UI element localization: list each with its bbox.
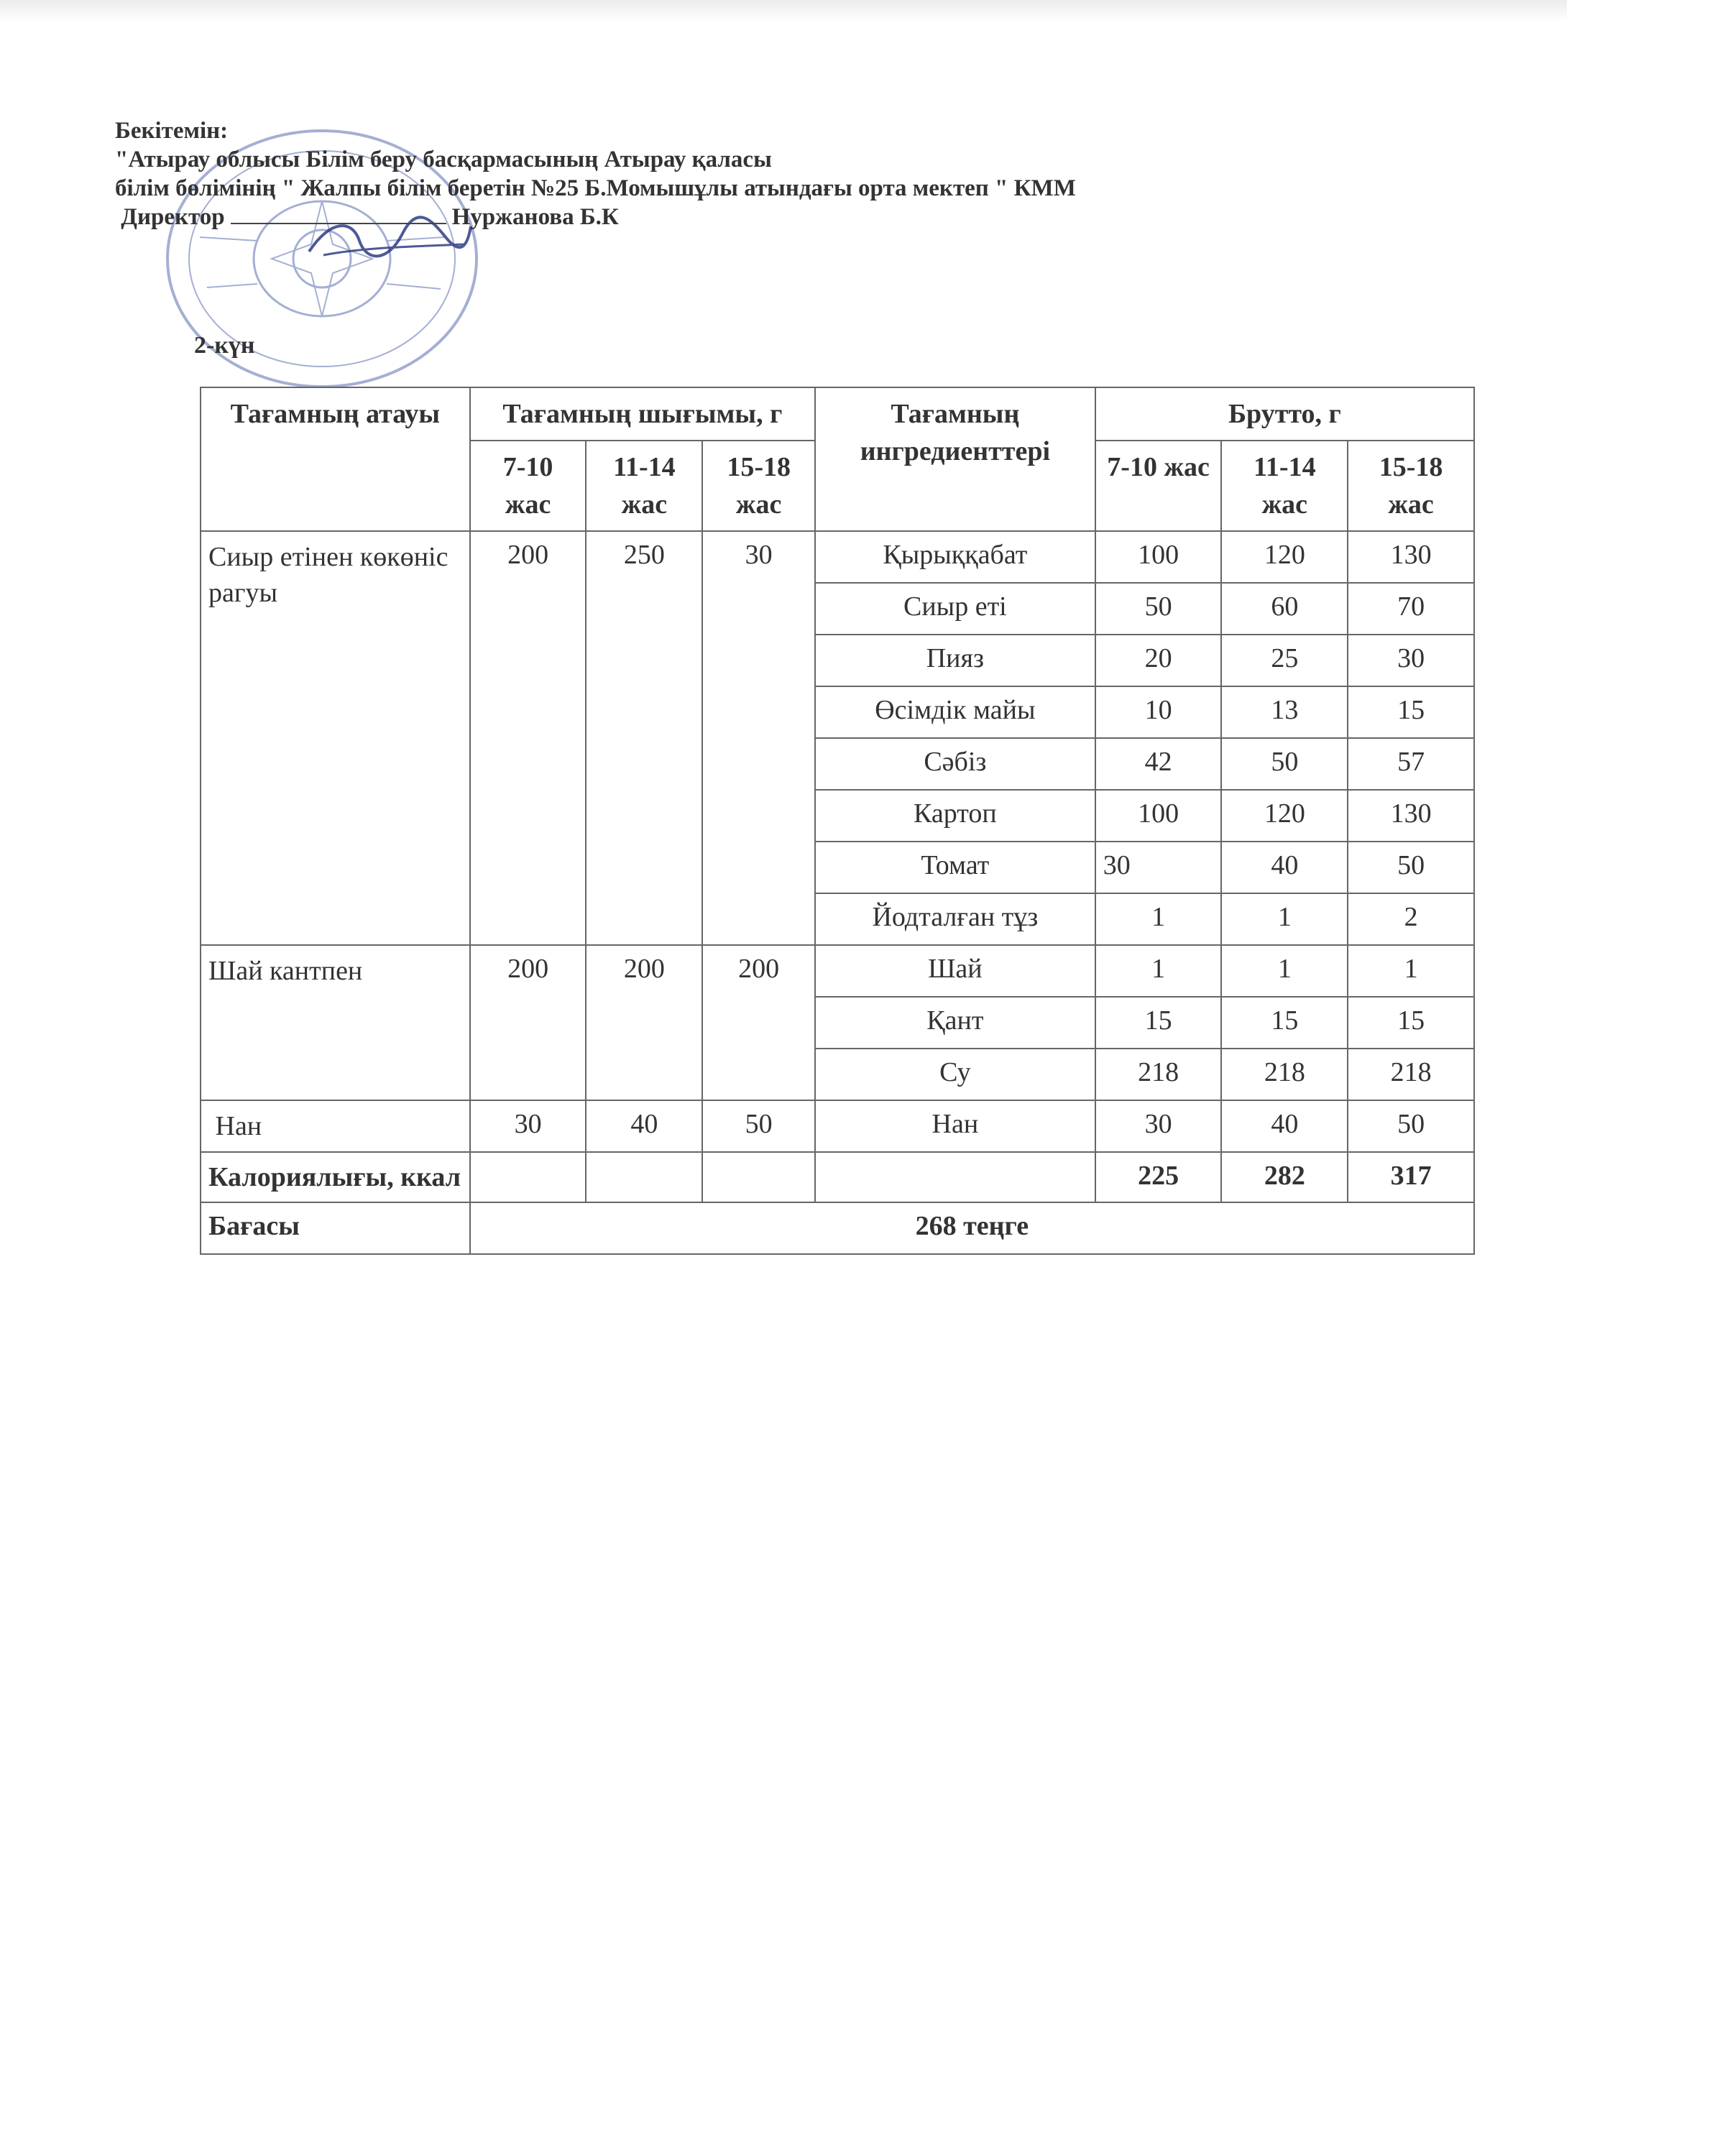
brutto-value: 50 xyxy=(1095,583,1222,635)
ingredient-name: Картоп xyxy=(815,790,1095,842)
approval-heading: Бекітемін: xyxy=(115,118,229,144)
brutto-value: 1 xyxy=(1221,893,1348,945)
brutto-value: 1 xyxy=(1348,945,1474,997)
day-label: 2-күн xyxy=(194,332,255,359)
brutto-value: 30 xyxy=(1095,1100,1222,1152)
ingredient-name: Қырыққабат xyxy=(815,531,1095,583)
ingredient-name: Йодталған тұз xyxy=(815,893,1095,945)
table-row xyxy=(201,1100,1474,1152)
brutto-value: 50 xyxy=(1348,1100,1474,1152)
brutto-value: 130 xyxy=(1348,790,1474,842)
calories-label: Калориялығы, ккал xyxy=(201,1152,470,1202)
empty-cell xyxy=(702,1152,815,1202)
brutto-value: 50 xyxy=(1221,738,1348,790)
brutto-value: 1 xyxy=(1095,945,1222,997)
dish-name-text: Нан xyxy=(215,1111,262,1141)
yield-value: 50 xyxy=(702,1100,815,1152)
approval-org-line-2: білім бөлімінің " Жалпы білім беретін №25 Б.Момышұлы атындағы орта мектеп " КММ xyxy=(115,175,1076,201)
scan-edge xyxy=(0,0,1567,22)
header-yield-age: 15-18 жас xyxy=(702,441,815,531)
brutto-value: 2 xyxy=(1348,893,1474,945)
brutto-value: 1 xyxy=(1095,893,1222,945)
price-row xyxy=(201,1202,1474,1254)
director-line xyxy=(115,203,1076,231)
brutto-value: 218 xyxy=(1221,1049,1348,1100)
brutto-value: 10 xyxy=(1095,686,1222,738)
price-label: Бағасы xyxy=(201,1202,470,1254)
ingredient-name: Пияз xyxy=(815,635,1095,686)
brutto-value: 40 xyxy=(1221,1100,1348,1152)
header-brutto-age: 11-14 жас xyxy=(1221,441,1348,531)
calories-value: 225 xyxy=(1095,1152,1222,1202)
yield-value: 200 xyxy=(470,531,586,945)
brutto-value: 40 xyxy=(1221,842,1348,893)
director-name: Нуржанова Б.К xyxy=(451,204,619,230)
brutto-value: 120 xyxy=(1221,531,1348,583)
yield-value: 40 xyxy=(586,1100,702,1152)
header-brutto: Брутто, г xyxy=(1095,387,1474,441)
brutto-value: 100 xyxy=(1095,531,1222,583)
header-brutto-age: 7-10 жас xyxy=(1095,441,1222,531)
brutto-value: 100 xyxy=(1095,790,1222,842)
dish-name xyxy=(201,1100,470,1152)
ingredient-name: Сәбіз xyxy=(815,738,1095,790)
empty-cell xyxy=(815,1152,1095,1202)
yield-value: 200 xyxy=(586,945,702,1100)
ingredient-name: Өсімдік майы xyxy=(815,686,1095,738)
price-value: 268 теңге xyxy=(470,1202,1474,1254)
brutto-value: 57 xyxy=(1348,738,1474,790)
yield-value: 200 xyxy=(702,945,815,1100)
calories-row xyxy=(201,1152,1474,1202)
brutto-value: 1 xyxy=(1221,945,1348,997)
brutto-value: 70 xyxy=(1348,583,1474,635)
brutto-value: 218 xyxy=(1348,1049,1474,1100)
brutto-value: 15 xyxy=(1348,686,1474,738)
ingredient-name: Су xyxy=(815,1049,1095,1100)
calories-value: 317 xyxy=(1348,1152,1474,1202)
brutto-value: 20 xyxy=(1095,635,1222,686)
header-yield: Тағамның шығымы, г xyxy=(470,387,815,441)
yield-value: 30 xyxy=(702,531,815,945)
dish-name: Сиыр етінен көкөніс рагуы xyxy=(201,531,470,945)
brutto-value: 120 xyxy=(1221,790,1348,842)
header-yield-age: 7-10 жас xyxy=(470,441,586,531)
brutto-value: 42 xyxy=(1095,738,1222,790)
dish-name: Шай кантпен xyxy=(201,945,470,1100)
table-row xyxy=(201,945,1474,997)
approval-block xyxy=(115,116,1076,231)
calories-value: 282 xyxy=(1221,1152,1348,1202)
brutto-value: 218 xyxy=(1095,1049,1222,1100)
brutto-value: 15 xyxy=(1095,997,1222,1049)
yield-value: 30 xyxy=(470,1100,586,1152)
ingredient-name: Қант xyxy=(815,997,1095,1049)
ingredient-name: Сиыр еті xyxy=(815,583,1095,635)
empty-cell xyxy=(586,1152,702,1202)
brutto-value: 13 xyxy=(1221,686,1348,738)
brutto-value: 30 xyxy=(1095,842,1222,893)
approval-org-line-1: "Атырау облысы Білім беру басқармасының Атырау қаласы xyxy=(115,147,772,172)
table-row xyxy=(201,531,1474,583)
menu-table xyxy=(200,387,1475,1255)
ingredient-name: Томат xyxy=(815,842,1095,893)
ingredient-name: Шай xyxy=(815,945,1095,997)
brutto-value: 25 xyxy=(1221,635,1348,686)
header-brutto-age: 15-18 жас xyxy=(1348,441,1474,531)
yield-value: 250 xyxy=(586,531,702,945)
signature-blank xyxy=(231,223,446,224)
brutto-value: 130 xyxy=(1348,531,1474,583)
brutto-value: 15 xyxy=(1221,997,1348,1049)
brutto-value: 15 xyxy=(1348,997,1474,1049)
director-label: Директор xyxy=(121,204,225,230)
brutto-value: 60 xyxy=(1221,583,1348,635)
header-yield-age: 11-14 жас xyxy=(586,441,702,531)
yield-value: 200 xyxy=(470,945,586,1100)
header-ingredients: Тағамның ингредиенттері xyxy=(815,387,1095,531)
brutto-value: 50 xyxy=(1348,842,1474,893)
ingredient-name: Нан xyxy=(815,1100,1095,1152)
empty-cell xyxy=(470,1152,586,1202)
header-dish-name: Тағамның атауы xyxy=(201,387,470,531)
brutto-value: 30 xyxy=(1348,635,1474,686)
